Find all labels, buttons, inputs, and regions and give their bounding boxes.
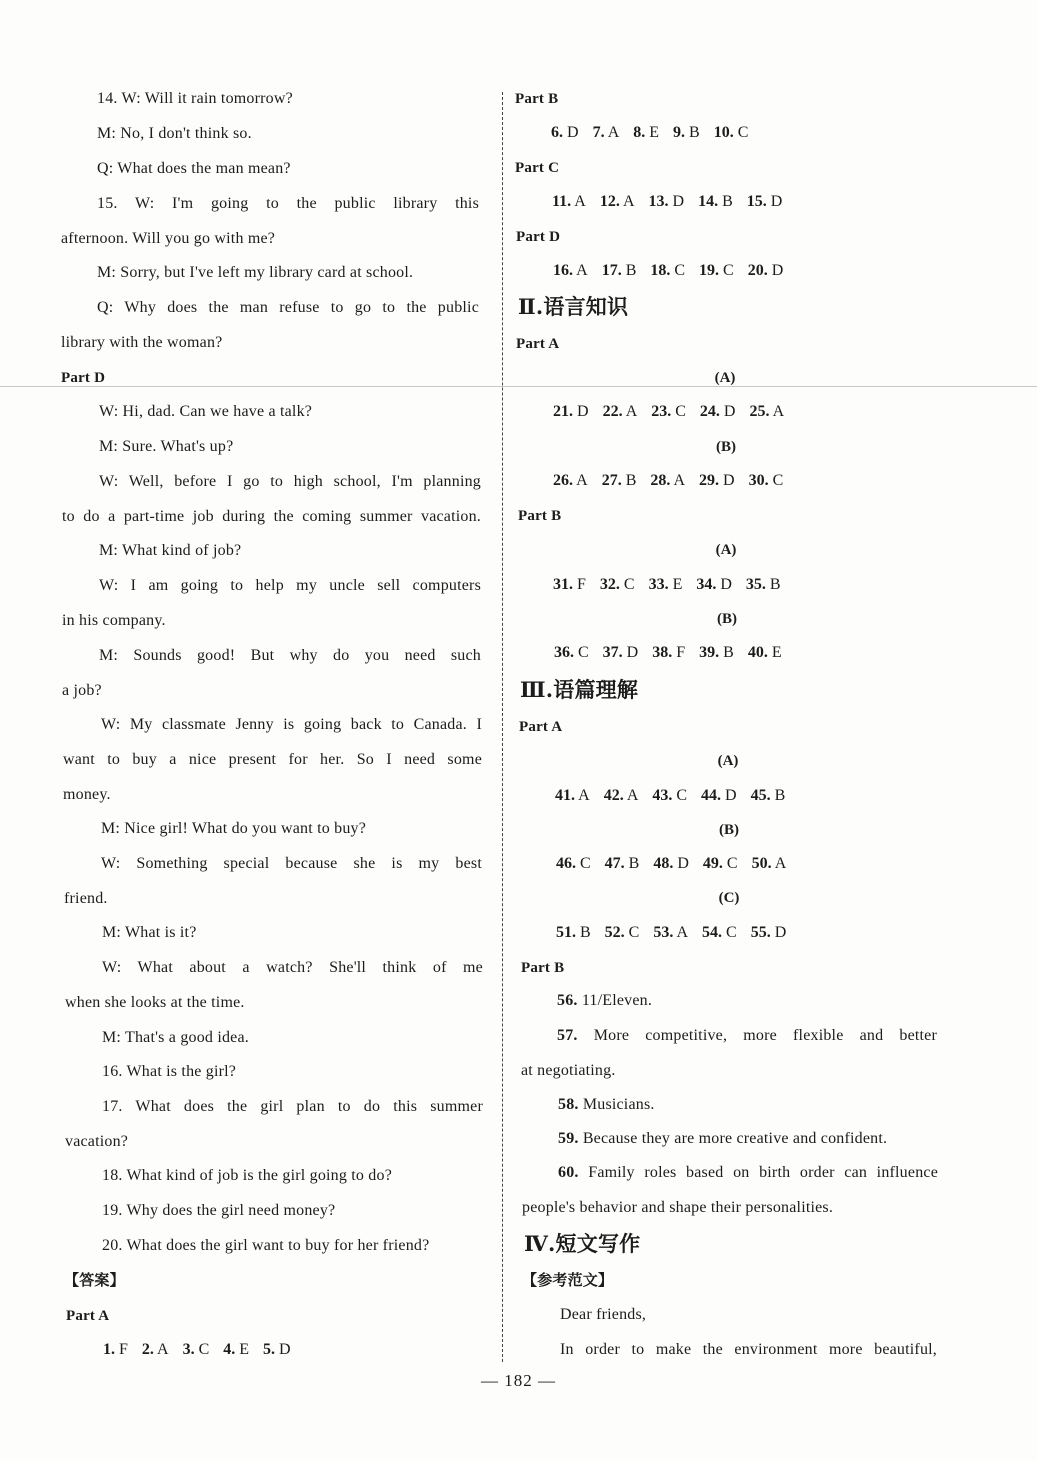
answer-item [600,192,635,212]
answer-letter: B [628,855,640,872]
dialogue-line: when she looks at the time. [65,994,245,1011]
answer-number: 3. [182,1341,195,1358]
answer-number: 11. [552,193,572,210]
page-number: — 182 — [481,1371,556,1390]
answer-number: 40. [747,644,768,661]
q15-woman-line-1: 15. W: I'm going to the public library this [97,195,479,212]
answer-item [747,192,783,212]
answer-letter: D [567,124,579,141]
answer-item [653,923,688,943]
answer-item [699,471,735,491]
answer-item [702,923,737,943]
answer-number: 29. [699,472,720,489]
answer-item [650,471,685,491]
answer-number: 60. [558,1164,579,1181]
answer-57-line-1 [557,1026,937,1048]
answer-item [593,123,620,143]
answer-number: 19. [699,262,720,279]
answer-number: 34. [696,576,717,593]
answer-number: 1. [103,1341,115,1358]
answer-item [703,854,738,874]
subsection-label: (A) [714,370,736,386]
answer-item [652,786,687,806]
answer-letter: E [649,124,660,141]
answer-item [551,123,579,143]
question-19: 19. Why does the girl need money? [102,1202,336,1219]
answer-number: 26. [553,472,573,489]
answers-heading: 【答案】 [64,1271,125,1289]
answer-item [553,402,589,422]
answer-item [751,786,786,806]
answer-number: 41. [555,787,575,804]
answer-letter: A [574,193,586,210]
dialogue-line: M: Sure. What's up? [99,438,234,455]
answer-row-31-35 [553,575,795,595]
answer-number: 36. [554,644,574,661]
answer-number: 43. [652,787,673,804]
answer-item [751,923,787,943]
dialogue-line: money. [63,786,111,803]
answer-letter: C [628,924,640,941]
part-b-heading: Part B [521,960,565,976]
answer-row-41-45 [555,786,799,806]
answer-letter: D [725,787,737,804]
answer-59 [558,1129,887,1149]
answer-number: 48. [653,855,674,872]
answer-letter: C [580,855,591,872]
answer-number: 42. [603,787,624,804]
dialogue-line: friend. [64,890,108,907]
answer-row-21-25 [553,402,798,422]
answer-number: 38. [652,644,673,661]
answer-letter: D [672,193,685,210]
answer-letter: C [676,787,688,804]
answer-letter: D [723,403,736,420]
answer-number: 44. [701,787,722,804]
answer-letter: E [239,1341,250,1358]
dialogue-line: M: That's a good idea. [102,1029,249,1046]
answer-row-26-30 [553,471,797,491]
part-c-heading: Part C [515,160,560,176]
answer-number: 50. [751,855,772,872]
dialogue-line: M: Nice girl! What do you want to buy? [101,820,367,837]
answer-letter: B [689,124,700,141]
answer-number: 18. [650,262,671,279]
q15-question-line-2: library with the woman? [61,334,223,351]
answer-60-line-2: people's behavior and shape their personalities. [522,1199,834,1216]
answer-letter: E [672,576,683,593]
dialogue-line: W: Something special because she is my best [101,855,482,872]
answer-row-11-15 [552,192,796,212]
answer-letter: D [770,193,783,210]
answer-letter: C [772,472,784,489]
answer-item [653,854,689,874]
answer-number: 54. [702,924,723,941]
answer-letter: B [769,576,781,593]
answer-number: 31. [553,576,573,593]
answer-item [602,261,637,281]
answer-number: 55. [750,924,771,941]
answer-item [752,854,787,874]
answer-letter: B [580,924,591,941]
answer-letter: C [198,1341,210,1358]
question-17-line-1: 17. What does the girl plan to do this summer [102,1098,483,1115]
answer-letter: B [625,472,637,489]
dialogue-line: W: Hi, dad. Can we have a talk? [99,403,313,420]
answer-number: 20. [747,262,768,279]
answer-number: 25. [749,403,770,420]
answer-item [556,854,591,874]
answer-item [553,575,586,595]
answer-number: 35. [745,576,766,593]
column-divider [502,92,503,1362]
answer-letter: D [723,472,735,489]
answer-letter: A [673,472,686,489]
answer-number: 33. [648,576,669,593]
answer-number: 45. [750,787,771,804]
answer-number: 53. [653,924,674,941]
answer-item [553,471,588,491]
section-4-heading: Ⅳ.短文写作 [524,1231,641,1256]
part-b-heading: Part B [518,508,562,524]
answer-item [649,575,683,595]
subsection-label: (C) [718,890,740,906]
answer-60-line-1 [558,1163,938,1185]
answer-number: 12. [599,193,620,210]
answer-text: 11/Eleven. [581,992,653,1009]
answer-item [605,923,640,943]
answer-letter: A [576,262,588,279]
subsection-label: (A) [715,542,737,558]
answer-item [699,643,734,663]
answer-number: 22. [602,403,623,420]
answer-item [553,261,588,281]
answer-number: 9. [673,124,686,141]
q14-woman-line: 14. W: Will it rain tomorrow? [97,90,293,107]
answer-letter: C [674,262,686,279]
answer-row-36-40 [554,643,796,663]
answer-item [673,123,700,143]
answer-letter: E [771,644,782,661]
answer-number: 49. [702,855,723,872]
answer-number: 51. [556,924,576,941]
answer-item [698,192,733,212]
answer-text: More competitive, more flexible and better [593,1027,937,1044]
answer-letter: D [626,644,639,661]
answer-item [555,786,590,806]
section-2-heading: Ⅱ.语言知识 [518,294,629,319]
essay-line: In order to make the environment more beautiful, [560,1341,937,1358]
answer-item [714,123,749,143]
answer-letter: D [720,576,732,593]
answer-letter: C [723,262,734,279]
answer-text: Because they are more creative and confident. [582,1130,888,1147]
answer-number: 58. [558,1096,579,1113]
answer-letter: C [737,124,749,141]
answer-number: 57. [557,1027,578,1044]
answer-number: 4. [223,1341,236,1358]
dialogue-line: W: What about a watch? She'll think of me [102,959,483,976]
part-b-heading: Part B [515,91,559,107]
dialogue-line: W: My classmate Jenny is going back to Canada. I [101,716,482,733]
answer-item [699,261,734,281]
question-20: 20. What does the girl want to buy for her friend? [102,1237,430,1254]
answer-letter: A [774,855,787,872]
answer-letter: D [577,403,589,420]
q14-man-line: M: No, I don't think so. [97,125,252,142]
subsection-label: (A) [717,753,739,769]
part-a-heading: Part A [66,1308,110,1324]
answer-letter: C [726,855,738,872]
answer-letter: D [677,855,689,872]
answer-number: 15. [746,193,767,210]
answer-number: 30. [748,472,769,489]
answer-letter: B [625,262,637,279]
answer-row-1-5 [103,1340,305,1360]
essay-line: Dear friends, [560,1306,647,1323]
answer-item [746,575,781,595]
answer-number: 16. [553,262,573,279]
answer-item [183,1340,210,1360]
answer-text: Family roles based on birth order can influence [588,1164,938,1181]
answer-number: 27. [601,472,622,489]
answer-letter: B [774,787,786,804]
answer-item [651,402,686,422]
answer-57-line-2: at negotiating. [521,1062,616,1079]
part-d-heading: Part D [516,229,561,245]
answer-letter: A [622,193,635,210]
answer-letter: B [723,644,734,661]
answer-letter: A [607,124,620,141]
answer-number: 46. [556,855,576,872]
answer-item [552,192,586,212]
answer-row-6-10 [551,123,762,143]
answer-number: 6. [551,124,563,141]
q14-question-line: Q: What does the man mean? [97,160,291,177]
question-16: 16. What is the girl? [102,1063,237,1080]
answer-number: 13. [648,193,669,210]
answer-number: 8. [633,124,646,141]
part-a-heading: Part A [519,719,563,735]
page-fold-line [0,386,1037,387]
answer-letter: D [774,924,787,941]
dialogue-line: in his company. [62,612,166,629]
answer-number: 14. [698,193,719,210]
q15-question-line-1: Q: Why does the man refuse to go to the public [97,299,479,316]
answer-number: 37. [602,644,623,661]
answer-letter: C [675,403,686,420]
answer-58 [558,1095,655,1115]
answer-number: 24. [699,403,720,420]
answer-item [604,786,639,806]
answer-letter: C [578,644,589,661]
answer-letter: B [722,193,733,210]
answer-row-16-20 [553,261,797,281]
answer-number: 28. [650,472,671,489]
answer-number: 10. [713,124,734,141]
answer-number: 39. [699,644,720,661]
dialogue-line: W: Well, before I go to high school, I'm planning [99,473,481,490]
answer-item [103,1340,128,1360]
subsection-label: (B) [717,611,737,627]
question-17-line-2: vacation? [65,1133,129,1150]
answer-row-46-50 [556,854,800,874]
answer-letter: A [626,787,639,804]
answer-number: 7. [592,124,605,141]
answer-item [633,123,659,143]
answer-number: 23. [651,403,672,420]
dialogue-line: W: I am going to help my uncle sell computers [99,577,481,594]
answer-letter: D [279,1341,291,1358]
dialogue-line: a job? [62,682,102,699]
answer-56 [557,991,652,1011]
answer-text: Musicians. [582,1096,655,1113]
dialogue-line: M: What is it? [102,924,197,941]
answer-item [142,1340,169,1360]
answer-item [749,402,784,422]
section-3-heading: Ⅲ.语篇理解 [520,677,639,702]
answer-item [605,854,640,874]
answer-letter: C [623,576,635,593]
q15-woman-line-2: afternoon. Will you go with me? [61,230,276,247]
answer-item [603,643,639,663]
answer-item [556,923,591,943]
answer-item [652,643,685,663]
answer-item [701,786,737,806]
answer-number: 5. [263,1341,276,1358]
answer-number: 52. [604,924,625,941]
answer-item [223,1340,249,1360]
answer-number: 2. [141,1341,154,1358]
answer-letter: A [576,472,588,489]
answer-item [748,261,784,281]
answer-item [749,471,784,491]
answer-letter: A [676,924,689,941]
answer-item [748,643,782,663]
answer-letter: A [772,403,785,420]
subsection-label: (B) [716,439,736,455]
answer-letter: D [771,262,784,279]
answer-item [602,471,637,491]
answer-item [263,1340,291,1360]
question-18: 18. What kind of job is the girl going to do? [102,1167,393,1184]
answer-item [554,643,589,663]
answer-letter: A [157,1341,169,1358]
part-d-heading: Part D [61,370,106,386]
answer-letter: F [676,644,686,661]
q15-man-line: M: Sorry, but I've left my library card at school. [97,264,414,281]
answer-number: 47. [604,855,625,872]
dialogue-line: M: Sounds good! But why do you need such [99,647,481,664]
answer-item [603,402,638,422]
answer-row-51-55 [556,923,800,943]
answer-letter: F [577,576,586,593]
dialogue-line: M: What kind of job? [99,542,242,559]
answer-number: 56. [557,992,578,1009]
answer-item [649,192,685,212]
answer-item [700,402,736,422]
answer-item [650,261,685,281]
part-a-heading: Part A [516,336,560,352]
answer-letter: A [578,787,590,804]
subsection-label: (B) [719,822,739,838]
dialogue-line: want to buy a nice present for her. So I need some [63,751,482,768]
dialogue-line: to do a part-time job during the coming summer vacation. [62,508,481,525]
answer-number: 17. [601,262,622,279]
answer-letter: A [625,403,638,420]
answer-item [600,575,635,595]
answer-number: 32. [599,576,620,593]
answer-number: 59. [558,1130,579,1147]
answer-item [696,575,732,595]
reference-essay-heading: 【参考范文】 [522,1271,614,1289]
answer-number: 21. [553,403,573,420]
answer-letter: C [726,924,737,941]
answer-letter: F [119,1341,128,1358]
